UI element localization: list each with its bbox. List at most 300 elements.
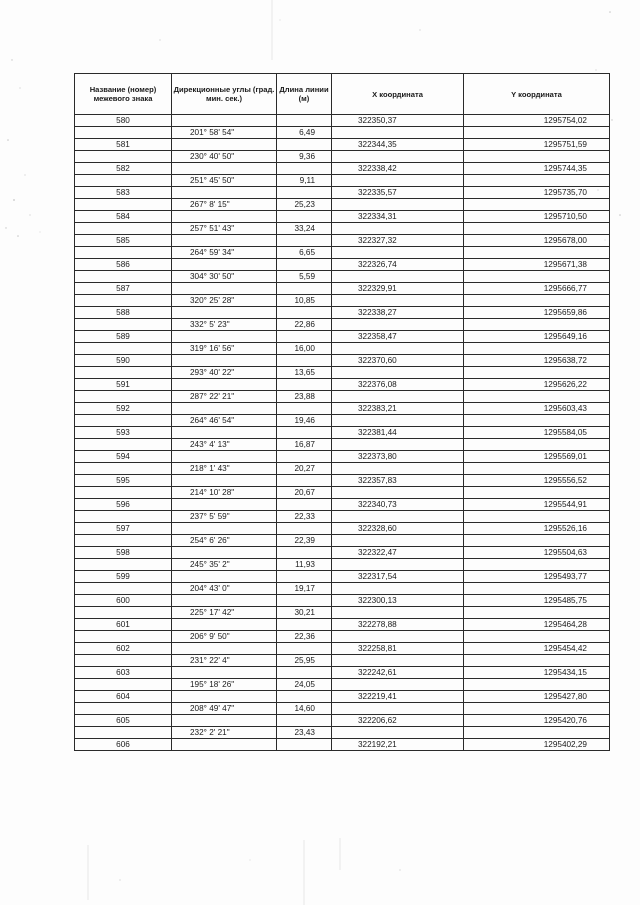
angle-cell-empty — [172, 523, 277, 535]
y-cell-empty — [464, 631, 610, 643]
x-cell-empty — [332, 295, 464, 307]
x-cell-empty — [332, 175, 464, 187]
point-row — [75, 715, 610, 727]
direction-angle: 304° 30' 50" — [172, 271, 277, 283]
y-cell-empty — [464, 295, 610, 307]
direction-angle: 267° 8' 15" — [172, 199, 277, 211]
direction-angle: 264° 46' 54" — [172, 415, 277, 427]
y-cell-empty — [464, 655, 610, 667]
point-name: 582 — [75, 163, 172, 175]
point-row — [75, 643, 610, 655]
x-coordinate: 322370,60 — [332, 355, 464, 367]
name-cell-empty — [75, 703, 172, 715]
name-cell-empty — [75, 319, 172, 331]
direction-angle: 237° 5' 59" — [172, 511, 277, 523]
length-cell-empty — [277, 307, 332, 319]
name-cell-empty — [75, 559, 172, 571]
x-cell-empty — [332, 655, 464, 667]
x-coordinate: 322317,54 — [332, 571, 464, 583]
point-name: 600 — [75, 595, 172, 607]
x-coordinate: 322329,91 — [332, 283, 464, 295]
direction-angle: 251° 45' 50" — [172, 175, 277, 187]
point-name: 584 — [75, 211, 172, 223]
x-cell-empty — [332, 367, 464, 379]
x-coordinate: 322327,32 — [332, 235, 464, 247]
length-cell-empty — [277, 619, 332, 631]
x-cell-empty — [332, 631, 464, 643]
x-coordinate: 322219,41 — [332, 691, 464, 703]
line-length: 10,85 — [277, 295, 332, 307]
y-cell-empty — [464, 367, 610, 379]
point-name: 585 — [75, 235, 172, 247]
line-length: 33,24 — [277, 223, 332, 235]
segment-row — [75, 583, 610, 595]
segment-row — [75, 319, 610, 331]
y-cell-empty — [464, 175, 610, 187]
x-cell-empty — [332, 727, 464, 739]
point-name: 597 — [75, 523, 172, 535]
segment-row — [75, 559, 610, 571]
y-coordinate: 1295751,59 — [464, 139, 610, 151]
length-cell-empty — [277, 331, 332, 343]
y-coordinate: 1295744,35 — [464, 163, 610, 175]
name-cell-empty — [75, 439, 172, 451]
name-cell-empty — [75, 199, 172, 211]
angle-cell-empty — [172, 475, 277, 487]
segment-row — [75, 655, 610, 667]
x-coordinate: 322300,13 — [332, 595, 464, 607]
angle-cell-empty — [172, 115, 277, 127]
name-cell-empty — [75, 295, 172, 307]
point-row — [75, 283, 610, 295]
x-coordinate: 322376,08 — [332, 379, 464, 391]
x-cell-empty — [332, 439, 464, 451]
name-cell-empty — [75, 655, 172, 667]
name-cell-empty — [75, 463, 172, 475]
y-coordinate: 1295626,22 — [464, 379, 610, 391]
direction-angle: 332° 5' 23" — [172, 319, 277, 331]
point-name: 598 — [75, 547, 172, 559]
x-cell-empty — [332, 703, 464, 715]
segment-row — [75, 511, 610, 523]
line-length: 20,67 — [277, 487, 332, 499]
line-length: 9,11 — [277, 175, 332, 187]
name-cell-empty — [75, 679, 172, 691]
y-coordinate: 1295710,50 — [464, 211, 610, 223]
length-cell-empty — [277, 403, 332, 415]
angle-cell-empty — [172, 379, 277, 391]
direction-angle: 320° 25' 28" — [172, 295, 277, 307]
line-length: 19,46 — [277, 415, 332, 427]
angle-cell-empty — [172, 163, 277, 175]
name-cell-empty — [75, 511, 172, 523]
segment-row — [75, 175, 610, 187]
point-row — [75, 427, 610, 439]
point-row — [75, 403, 610, 415]
table-body — [75, 115, 610, 751]
segment-row — [75, 535, 610, 547]
point-row — [75, 211, 610, 223]
x-coordinate: 322242,61 — [332, 667, 464, 679]
y-coordinate: 1295638,72 — [464, 355, 610, 367]
direction-angle: 319° 16' 56" — [172, 343, 277, 355]
length-cell-empty — [277, 283, 332, 295]
length-cell-empty — [277, 427, 332, 439]
name-cell-empty — [75, 247, 172, 259]
point-name: 590 — [75, 355, 172, 367]
y-coordinate: 1295649,16 — [464, 331, 610, 343]
y-coordinate: 1295454,42 — [464, 643, 610, 655]
x-cell-empty — [332, 487, 464, 499]
line-length: 22,39 — [277, 535, 332, 547]
length-cell-empty — [277, 475, 332, 487]
x-coordinate: 322192,21 — [332, 739, 464, 751]
x-cell-empty — [332, 343, 464, 355]
length-cell-empty — [277, 139, 332, 151]
y-cell-empty — [464, 535, 610, 547]
x-cell-empty — [332, 319, 464, 331]
name-cell-empty — [75, 151, 172, 163]
length-cell-empty — [277, 451, 332, 463]
line-length: 9,36 — [277, 151, 332, 163]
x-coordinate: 322381,44 — [332, 427, 464, 439]
point-name: 587 — [75, 283, 172, 295]
line-length: 25,95 — [277, 655, 332, 667]
header-x-coordinate: X координата — [332, 74, 464, 115]
x-coordinate: 322373,80 — [332, 451, 464, 463]
name-cell-empty — [75, 487, 172, 499]
segment-row — [75, 415, 610, 427]
direction-angle: 225° 17' 42" — [172, 607, 277, 619]
name-cell-empty — [75, 607, 172, 619]
line-length: 23,43 — [277, 727, 332, 739]
angle-cell-empty — [172, 715, 277, 727]
segment-row — [75, 199, 610, 211]
x-cell-empty — [332, 415, 464, 427]
line-length: 22,36 — [277, 631, 332, 643]
length-cell-empty — [277, 211, 332, 223]
y-cell-empty — [464, 319, 610, 331]
segment-row — [75, 487, 610, 499]
angle-cell-empty — [172, 547, 277, 559]
name-cell-empty — [75, 391, 172, 403]
point-name: 591 — [75, 379, 172, 391]
length-cell-empty — [277, 235, 332, 247]
angle-cell-empty — [172, 211, 277, 223]
y-coordinate: 1295420,76 — [464, 715, 610, 727]
y-cell-empty — [464, 391, 610, 403]
length-cell-empty — [277, 667, 332, 679]
x-coordinate: 322344,35 — [332, 139, 464, 151]
length-cell-empty — [277, 187, 332, 199]
direction-angle: 214° 10' 28" — [172, 487, 277, 499]
angle-cell-empty — [172, 643, 277, 655]
segment-row — [75, 271, 610, 283]
direction-angle: 293° 40' 22" — [172, 367, 277, 379]
direction-angle: 204° 43' 0" — [172, 583, 277, 595]
y-coordinate: 1295584,05 — [464, 427, 610, 439]
point-row — [75, 499, 610, 511]
angle-cell-empty — [172, 283, 277, 295]
length-cell-empty — [277, 571, 332, 583]
angle-cell-empty — [172, 595, 277, 607]
point-row — [75, 691, 610, 703]
point-row — [75, 475, 610, 487]
y-coordinate: 1295526,16 — [464, 523, 610, 535]
y-coordinate: 1295434,15 — [464, 667, 610, 679]
x-cell-empty — [332, 679, 464, 691]
segment-row — [75, 295, 610, 307]
angle-cell-empty — [172, 139, 277, 151]
point-row — [75, 523, 610, 535]
point-name: 604 — [75, 691, 172, 703]
y-cell-empty — [464, 679, 610, 691]
point-row — [75, 619, 610, 631]
x-coordinate: 322350,37 — [332, 115, 464, 127]
x-coordinate: 322258,81 — [332, 643, 464, 655]
length-cell-empty — [277, 115, 332, 127]
y-coordinate: 1295569,01 — [464, 451, 610, 463]
point-name: 593 — [75, 427, 172, 439]
line-length: 6,65 — [277, 247, 332, 259]
x-cell-empty — [332, 511, 464, 523]
direction-angle: 231° 22' 4" — [172, 655, 277, 667]
point-name: 603 — [75, 667, 172, 679]
line-length: 13,65 — [277, 367, 332, 379]
segment-row — [75, 607, 610, 619]
header-direction-angle: Дирекционные углы (град. мин. сек.) — [172, 74, 277, 115]
angle-cell-empty — [172, 307, 277, 319]
x-coordinate: 322278,88 — [332, 619, 464, 631]
point-name: 605 — [75, 715, 172, 727]
angle-cell-empty — [172, 739, 277, 751]
point-row — [75, 595, 610, 607]
segment-row — [75, 343, 610, 355]
x-coordinate: 322206,62 — [332, 715, 464, 727]
name-cell-empty — [75, 127, 172, 139]
x-coordinate: 322358,47 — [332, 331, 464, 343]
x-cell-empty — [332, 559, 464, 571]
point-name: 588 — [75, 307, 172, 319]
y-cell-empty — [464, 559, 610, 571]
line-length: 5,59 — [277, 271, 332, 283]
line-length: 22,33 — [277, 511, 332, 523]
y-coordinate: 1295504,63 — [464, 547, 610, 559]
x-cell-empty — [332, 199, 464, 211]
x-cell-empty — [332, 583, 464, 595]
x-coordinate: 322340,73 — [332, 499, 464, 511]
direction-angle: 254° 6' 26" — [172, 535, 277, 547]
length-cell-empty — [277, 547, 332, 559]
x-coordinate: 322335,57 — [332, 187, 464, 199]
segment-row — [75, 463, 610, 475]
y-cell-empty — [464, 607, 610, 619]
direction-angle: 264° 59' 34" — [172, 247, 277, 259]
y-cell-empty — [464, 727, 610, 739]
length-cell-empty — [277, 643, 332, 655]
y-coordinate: 1295671,38 — [464, 259, 610, 271]
point-name: 601 — [75, 619, 172, 631]
x-coordinate: 322322,47 — [332, 547, 464, 559]
line-length: 11,93 — [277, 559, 332, 571]
direction-angle: 232° 2' 21" — [172, 727, 277, 739]
length-cell-empty — [277, 739, 332, 751]
y-coordinate: 1295666,77 — [464, 283, 610, 295]
y-cell-empty — [464, 343, 610, 355]
point-name: 586 — [75, 259, 172, 271]
direction-angle: 230° 40' 50" — [172, 151, 277, 163]
point-name: 592 — [75, 403, 172, 415]
segment-row — [75, 439, 610, 451]
y-coordinate: 1295678,00 — [464, 235, 610, 247]
line-length: 6,49 — [277, 127, 332, 139]
point-name: 580 — [75, 115, 172, 127]
line-length: 16,87 — [277, 439, 332, 451]
x-coordinate: 322338,42 — [332, 163, 464, 175]
line-length: 19,17 — [277, 583, 332, 595]
x-cell-empty — [332, 223, 464, 235]
direction-angle: 201° 58' 54" — [172, 127, 277, 139]
point-row — [75, 139, 610, 151]
angle-cell-empty — [172, 187, 277, 199]
y-cell-empty — [464, 703, 610, 715]
line-length: 30,21 — [277, 607, 332, 619]
header-point-name: Название (номер) межевого знака — [75, 74, 172, 115]
name-cell-empty — [75, 583, 172, 595]
header-line-length: Длина линии (м) — [277, 74, 332, 115]
direction-angle: 243° 4' 13" — [172, 439, 277, 451]
length-cell-empty — [277, 163, 332, 175]
x-cell-empty — [332, 535, 464, 547]
length-cell-empty — [277, 595, 332, 607]
point-name: 596 — [75, 499, 172, 511]
line-length: 16,00 — [277, 343, 332, 355]
y-coordinate: 1295464,28 — [464, 619, 610, 631]
length-cell-empty — [277, 355, 332, 367]
y-cell-empty — [464, 511, 610, 523]
y-cell-empty — [464, 487, 610, 499]
segment-row — [75, 127, 610, 139]
angle-cell-empty — [172, 451, 277, 463]
direction-angle: 208° 49' 47" — [172, 703, 277, 715]
y-coordinate: 1295485,75 — [464, 595, 610, 607]
x-cell-empty — [332, 247, 464, 259]
direction-angle: 287° 22' 21" — [172, 391, 277, 403]
point-name: 581 — [75, 139, 172, 151]
y-coordinate: 1295493,77 — [464, 571, 610, 583]
name-cell-empty — [75, 271, 172, 283]
length-cell-empty — [277, 379, 332, 391]
segment-row — [75, 247, 610, 259]
y-cell-empty — [464, 583, 610, 595]
name-cell-empty — [75, 175, 172, 187]
line-length: 23,88 — [277, 391, 332, 403]
x-coordinate: 322334,31 — [332, 211, 464, 223]
point-row — [75, 667, 610, 679]
x-cell-empty — [332, 463, 464, 475]
y-cell-empty — [464, 415, 610, 427]
coordinates-table — [74, 73, 610, 751]
point-name: 589 — [75, 331, 172, 343]
direction-angle: 195° 18' 26" — [172, 679, 277, 691]
name-cell-empty — [75, 727, 172, 739]
angle-cell-empty — [172, 355, 277, 367]
segment-row — [75, 223, 610, 235]
name-cell-empty — [75, 535, 172, 547]
point-row — [75, 739, 610, 751]
y-cell-empty — [464, 151, 610, 163]
direction-angle: 245° 35' 2" — [172, 559, 277, 571]
name-cell-empty — [75, 343, 172, 355]
name-cell-empty — [75, 415, 172, 427]
x-coordinate: 322326,74 — [332, 259, 464, 271]
x-coordinate: 322357,83 — [332, 475, 464, 487]
angle-cell-empty — [172, 331, 277, 343]
point-name: 594 — [75, 451, 172, 463]
x-cell-empty — [332, 151, 464, 163]
direction-angle: 257° 51' 43" — [172, 223, 277, 235]
point-row — [75, 355, 610, 367]
point-row — [75, 259, 610, 271]
y-cell-empty — [464, 271, 610, 283]
y-cell-empty — [464, 127, 610, 139]
x-coordinate: 322383,21 — [332, 403, 464, 415]
segment-row — [75, 631, 610, 643]
angle-cell-empty — [172, 235, 277, 247]
point-row — [75, 235, 610, 247]
segment-row — [75, 391, 610, 403]
point-row — [75, 379, 610, 391]
point-row — [75, 115, 610, 127]
table-header-row — [75, 74, 610, 115]
line-length: 20,27 — [277, 463, 332, 475]
y-coordinate: 1295603,43 — [464, 403, 610, 415]
length-cell-empty — [277, 523, 332, 535]
y-coordinate: 1295735,70 — [464, 187, 610, 199]
angle-cell-empty — [172, 571, 277, 583]
point-row — [75, 451, 610, 463]
point-name: 599 — [75, 571, 172, 583]
angle-cell-empty — [172, 403, 277, 415]
name-cell-empty — [75, 631, 172, 643]
point-name: 602 — [75, 643, 172, 655]
angle-cell-empty — [172, 259, 277, 271]
segment-row — [75, 367, 610, 379]
x-cell-empty — [332, 271, 464, 283]
segment-row — [75, 703, 610, 715]
y-cell-empty — [464, 223, 610, 235]
segment-row — [75, 679, 610, 691]
y-coordinate: 1295659,86 — [464, 307, 610, 319]
direction-angle: 206° 9' 50" — [172, 631, 277, 643]
x-coordinate: 322328,60 — [332, 523, 464, 535]
line-length: 25,23 — [277, 199, 332, 211]
y-coordinate: 1295556,52 — [464, 475, 610, 487]
point-name: 606 — [75, 739, 172, 751]
line-length: 24,05 — [277, 679, 332, 691]
point-name: 583 — [75, 187, 172, 199]
length-cell-empty — [277, 715, 332, 727]
angle-cell-empty — [172, 619, 277, 631]
angle-cell-empty — [172, 499, 277, 511]
angle-cell-empty — [172, 667, 277, 679]
segment-row — [75, 151, 610, 163]
length-cell-empty — [277, 499, 332, 511]
point-row — [75, 547, 610, 559]
y-cell-empty — [464, 199, 610, 211]
header-y-coordinate: Y координата — [464, 74, 610, 115]
x-cell-empty — [332, 391, 464, 403]
